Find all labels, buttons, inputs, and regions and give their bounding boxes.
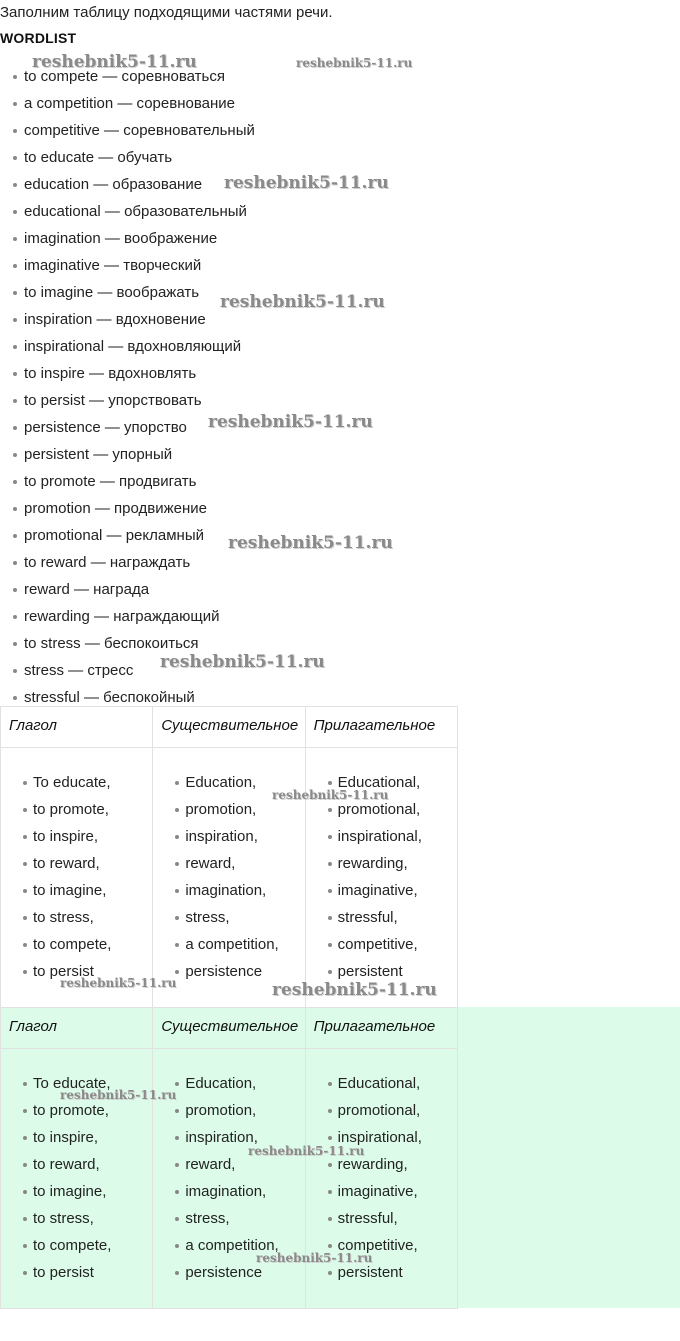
watermark: reshebnik5-11.ru [224, 173, 389, 193]
verb-item: to persist [1, 962, 152, 989]
wordlist-item: stress — стресс [0, 661, 255, 688]
noun-item: imagination, [153, 881, 304, 908]
watermark: reshebnik5-11.ru [60, 976, 177, 990]
watermark: reshebnik5-11.ru [160, 652, 325, 672]
wordlist-item: promotion — продвижение [0, 499, 255, 526]
noun-item: promotion, [153, 800, 304, 827]
adjective-item: Educational, [306, 773, 457, 800]
watermark: reshebnik5-11.ru [272, 788, 389, 802]
wordlist-heading: WORDLIST [0, 30, 77, 46]
noun-item: a competition, [153, 935, 304, 962]
adjective-item: inspirational, [306, 827, 457, 854]
wordlist-item: education — образование [0, 175, 255, 202]
header-noun: Существительное [153, 707, 305, 748]
header-verb: Глагол [1, 707, 153, 748]
watermark: reshebnik5-11.ru [60, 1088, 177, 1102]
wordlist-item: to stress — беспокоиться [0, 634, 255, 661]
adjective-item: imaginative, [306, 1182, 457, 1209]
wordlist-item: inspirational — вдохновляющий [0, 337, 255, 364]
verb-item: to stress, [1, 908, 152, 935]
adjective-item: Educational, [306, 1074, 457, 1101]
adjective-item: inspirational, [306, 1128, 457, 1155]
verb-item: to inspire, [1, 1128, 152, 1155]
noun-item: stress, [153, 908, 304, 935]
verbs-cell [1, 748, 153, 1008]
adjective-item: stressful, [306, 1209, 457, 1236]
wordlist-item: promotional — рекламный [0, 526, 255, 553]
parts-of-speech-table [0, 706, 458, 1008]
noun-item: reward, [153, 854, 304, 881]
intro-text: Заполним таблицу подходящими частями речи. [0, 4, 333, 21]
wordlist-item: to educate — обучать [0, 148, 255, 175]
wordlist-item: rewarding — награждающий [0, 607, 255, 634]
verb-item: to compete, [1, 1236, 152, 1263]
wordlist-item: stressful — беспокойный [0, 688, 255, 715]
watermark: reshebnik5-11.ru [256, 1251, 373, 1265]
wordlist-item: reward — награда [0, 580, 255, 607]
verb-item: to promote, [1, 1101, 152, 1128]
wordlist [0, 67, 255, 715]
verb-item: to imagine, [1, 881, 152, 908]
wordlist-item: to imagine — воображать [0, 283, 255, 310]
adjectives-cell [305, 748, 457, 1008]
adjective-item: persistent [306, 962, 457, 989]
adjective-item: rewarding, [306, 854, 457, 881]
verb-item: to imagine, [1, 1182, 152, 1209]
watermark: reshebnik5-11.ru [32, 52, 197, 72]
noun-item: Education, [153, 1074, 304, 1101]
noun-item: a competition, [153, 1236, 304, 1263]
adjective-item: competitive, [306, 935, 457, 962]
noun-item: reward, [153, 1155, 304, 1182]
wordlist-item: competitive — соревновательный [0, 121, 255, 148]
wordlist-item: persistent — упорный [0, 445, 255, 472]
noun-item: persistence [153, 962, 304, 989]
watermark: reshebnik5-11.ru [220, 292, 385, 312]
noun-item: inspiration, [153, 827, 304, 854]
noun-item: inspiration, [153, 1128, 304, 1155]
adjective-item: imaginative, [306, 881, 457, 908]
adjective-item: promotional, [306, 800, 457, 827]
wordlist-item: to reward — награждать [0, 553, 255, 580]
wordlist-item: to compete — соревноваться [0, 67, 255, 94]
header-adjective: Прилагательное [305, 707, 457, 748]
verb-item: To educate, [1, 1074, 152, 1101]
wordlist-item: to promote — продвигать [0, 472, 255, 499]
adjective-item: competitive, [306, 1236, 457, 1263]
header-noun: Существительное [153, 1008, 305, 1049]
wordlist-item: imaginative — творческий [0, 256, 255, 283]
wordlist-item: imagination — воображение [0, 229, 255, 256]
noun-item: promotion, [153, 1101, 304, 1128]
verb-item: to inspire, [1, 827, 152, 854]
noun-item: stress, [153, 1209, 304, 1236]
wordlist-item: inspiration — вдохновение [0, 310, 255, 337]
noun-item: persistence [153, 1263, 304, 1290]
verb-item: To educate, [1, 773, 152, 800]
watermark: reshebnik5-11.ru [228, 533, 393, 553]
verb-item: to promote, [1, 800, 152, 827]
watermark: reshebnik5-11.ru [296, 56, 413, 70]
verb-item: to compete, [1, 935, 152, 962]
verb-item: to persist [1, 1263, 152, 1290]
wordlist-item: to persist — упорствовать [0, 391, 255, 418]
adjective-item: rewarding, [306, 1155, 457, 1182]
wordlist-item: persistence — упорство [0, 418, 255, 445]
adjective-item: persistent [306, 1263, 457, 1290]
noun-item: imagination, [153, 1182, 304, 1209]
wordlist-item: a competition — соревнование [0, 94, 255, 121]
noun-item: Education, [153, 773, 304, 800]
adjective-item: stressful, [306, 908, 457, 935]
watermark: reshebnik5-11.ru [248, 1144, 365, 1158]
header-verb: Глагол [1, 1008, 153, 1049]
nouns-cell [153, 748, 305, 1008]
verb-item: to reward, [1, 854, 152, 881]
verb-item: to stress, [1, 1209, 152, 1236]
watermark: reshebnik5-11.ru [208, 412, 373, 432]
watermark: reshebnik5-11.ru [272, 980, 437, 1000]
wordlist-item: to inspire — вдохновлять [0, 364, 255, 391]
adjectives-cell [305, 1049, 457, 1309]
verb-item: to reward, [1, 1155, 152, 1182]
adjective-item: promotional, [306, 1101, 457, 1128]
wordlist-item: educational — образовательный [0, 202, 255, 229]
parts-of-speech-table-highlighted [0, 1007, 458, 1309]
header-adjective: Прилагательное [305, 1008, 457, 1049]
